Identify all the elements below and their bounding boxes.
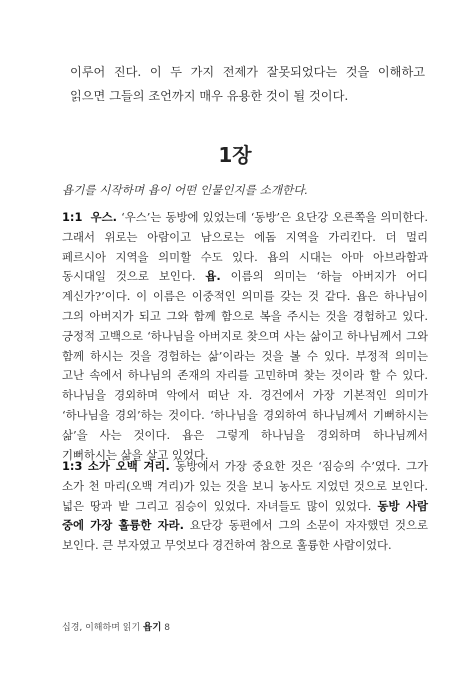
page-footer (62, 619, 170, 633)
commentary-paragraph (62, 457, 428, 556)
intro-paragraph (70, 60, 425, 108)
verse-reference: 1:3 (62, 459, 83, 473)
verse-keyword: 우스. (90, 210, 117, 224)
commentary-paragraph (62, 208, 428, 465)
commentary-text: 동방에서 가장 중요한 것은 ‘짐승의 수’였다. 그가 소가 천 마리(오백 겨리)가 있는 것을 보니 농사도 지었던 것으로 보인다. 넓은 땅과 밭 그리고 짐승이 있었다. 자녀들도 많이 있었다. (62, 459, 429, 513)
intro-text: 이루어 진다. 이 두 가지 전제가 잘못되었다는 것을 이해하고 읽으면 그들의 조언까지 매우 유용한 것이 될 것이다. (70, 65, 425, 103)
verse-keyword: 소가 오백 겨리. (87, 459, 170, 473)
verse-keyword: 욥. (205, 269, 221, 284)
book-title: 욥기 (143, 622, 162, 633)
commentary-text: 이름의 의미는 ‘하늘 아버지가 어디 계신가?’이다. 이 이름은 이중적인 의미를 갖는 것 같다. 욥은 하나님이 그의 아버지가 되고 그와 함께 함으로 복을 주시는 것을 경험하고 있다. 긍정적 고백으로 ‘하나님을 아버지로 찾으며 사는 삶이고 하나님께서 그와 함께 하시는 것을 경험하는 삶’이라는 것을 볼 수 있다. 부정적 의미는 고난 속에서 하나님의 존재의 자리를 고민하며 찾는 것이라 할 수 있다. 하나님을 경외하며 악에서 떠난 자. 경건에서 가장 기본적인 의미가 ‘하나님을 경외’하는 것이다. ‘하나님을 경외하여 하나님께서 기뻐하시는 삶’을 사는 것이다. 욥은 그렇게 하나님을 경외하며 하나님께서 기뻐하시는 삶을 살고 있었다. (62, 269, 428, 462)
page-number: 8 (164, 623, 170, 633)
series-title: 십경, 이해하며 읽기 (62, 623, 141, 633)
commentary-section-1-1 (62, 208, 428, 465)
verse-reference: 1:1 (62, 210, 83, 224)
chapter-title: 1장 (218, 143, 252, 167)
verse-keyword: 동방 사람 중에 가장 훌륭한 자라. (62, 498, 428, 533)
chapter-summary: 욥기를 시작하며 욥이 어떤 인물인지를 소개한다. (62, 183, 309, 197)
commentary-text: 요단강 동편에서 그의 소문이 자자했던 것으로 보인다. 큰 부자였고 무엇보다 경건하여 참으로 훌륭한 사람이었다. (62, 518, 428, 553)
commentary-section-1-3 (62, 457, 428, 556)
commentary-text: ‘우스’는 동방에 있었는데 ‘동방’은 요단강 오른쪽을 의미한다. 그래서 위로는 아람이고 남으로는 에돔 지역을 가리킨다. 더 멀리 페르시아 지역을 의미할 수도 있다. 욥의 시대는 아마 아브라함과 동시대일 것으로 보인다. (62, 210, 428, 284)
